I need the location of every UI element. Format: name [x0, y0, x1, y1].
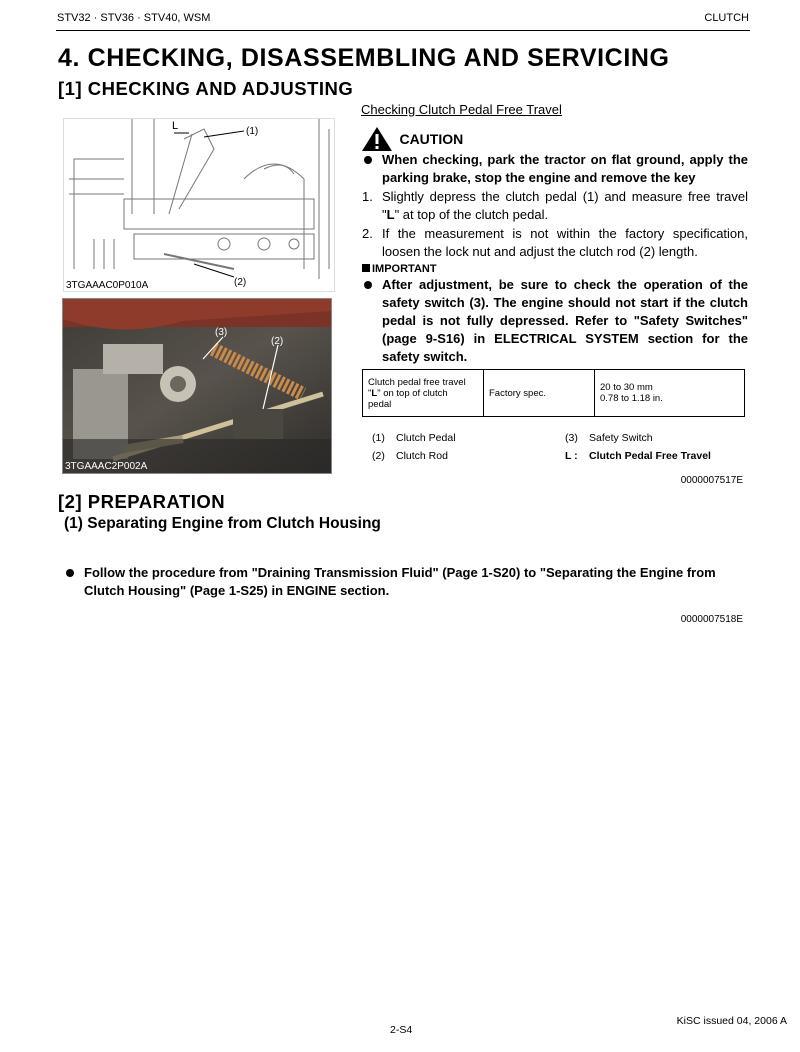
legend-key: (3) — [565, 432, 578, 444]
important-square-icon — [362, 264, 370, 272]
figure-clutch-pedal-drawing — [63, 118, 335, 292]
issued-note: KiSC issued 04, 2006 A — [676, 1015, 787, 1027]
legend-text: Clutch Pedal — [396, 432, 456, 444]
bullet-icon — [364, 156, 372, 164]
spec-table — [362, 369, 745, 417]
procedure-title: Checking Clutch Pedal Free Travel — [361, 102, 562, 117]
subsection-heading-checking: [1] CHECKING AND ADJUSTING — [58, 78, 354, 99]
legend-key: L : — [565, 450, 578, 462]
spec-type-cell: Factory spec. — [484, 370, 595, 417]
subsection-heading-preparation: [2] PREPARATION — [58, 491, 226, 512]
spec-item-line2-rest: " on top of clutch — [377, 387, 448, 399]
legend-item — [565, 432, 653, 444]
page-number: 2-S4 — [390, 1024, 413, 1036]
step-2-line1: If the measurement is not within the factory specification, — [382, 226, 748, 241]
step-1-line1: Slightly depress the clutch pedal (1) and measure free travel — [382, 189, 748, 204]
spec-item-line3: pedal — [368, 398, 392, 410]
figure2-callout-rod: (2) — [271, 336, 284, 347]
warning-triangle-icon — [361, 126, 393, 152]
legend-text: Clutch Pedal Free Travel — [589, 450, 711, 462]
header-rule — [56, 30, 750, 31]
sub-heading-separating: (1) Separating Engine from Clutch Housing — [64, 515, 381, 532]
step-1-quote-open: " — [382, 207, 387, 222]
step-1-line2 — [382, 206, 748, 224]
important-line: safety switch. — [382, 349, 468, 364]
figure1-code: 3TGAAAC0P010A — [66, 280, 149, 291]
bullet-icon — [66, 569, 74, 577]
important-line: safety switch (3). The engine should not start if the clutch — [382, 295, 748, 310]
header-models: STV32 · STV36 · STV40, WSM — [57, 12, 211, 24]
header-section: CLUTCH — [704, 12, 749, 24]
important-line: pedal is not fully depressed. Refer to "Safety Switches" — [382, 313, 748, 328]
spec-value-in: 0.78 to 1.18 in. — [600, 393, 663, 404]
important-item — [362, 276, 748, 366]
figure-safety-switch-photo — [62, 298, 332, 474]
step-1 — [362, 188, 748, 224]
legend-key: (1) — [372, 432, 385, 444]
doc-code-2: 0000007518E — [680, 614, 743, 625]
legend-item — [565, 450, 711, 462]
spec-item-line2 — [368, 388, 478, 399]
legend-key: (2) — [372, 450, 385, 462]
important-label: IMPORTANT — [372, 263, 437, 275]
step-2-line2: loosen the lock nut and adjust the clutch rod (2) length. — [382, 244, 698, 259]
caution-item — [362, 151, 748, 187]
step-1-line2-rest: " at top of the clutch pedal. — [394, 207, 549, 222]
figure1-callout-rod: (2) — [234, 277, 247, 288]
figure2-callout-switch: (3) — [215, 327, 228, 338]
figure2-code: 3TGAAAC2P002A — [65, 461, 148, 472]
step-2-number: 2. — [362, 226, 373, 241]
spec-value-cell — [595, 370, 745, 417]
caution-block — [361, 126, 463, 152]
bullet-icon — [364, 281, 372, 289]
spec-item-line1: Clutch pedal free travel — [368, 376, 466, 388]
preparation-item — [64, 564, 754, 600]
legend-text: Safety Switch — [589, 432, 653, 444]
preparation-line2: Clutch Housing" (Page 1-S25) in ENGINE section. — [84, 583, 390, 598]
step-2 — [362, 225, 748, 261]
clutch-pedal-drawing — [64, 119, 334, 291]
important-block — [362, 263, 437, 275]
safety-switch-photo — [63, 299, 331, 473]
step-1-L: L — [386, 207, 395, 222]
caution-text: When checking, park the tractor on flat ground, apply the parking brake, stop the engine and remove the key — [382, 152, 748, 185]
important-line: (page 9-S16) in ELECTRICAL SYSTEM section for the — [382, 331, 748, 346]
preparation-line1: Follow the procedure from "Draining Transmission Fluid" (Page 1-S20) to "Separating the Engine from — [84, 565, 716, 580]
figure1-callout-pedal: (1) — [246, 126, 259, 137]
legend-item — [372, 432, 456, 444]
spec-quote-open: " — [368, 387, 372, 399]
legend-text: Clutch Rod — [396, 450, 448, 462]
legend-item — [372, 450, 448, 462]
important-line: After adjustment, be sure to check the operation of the — [382, 277, 748, 292]
step-1-number: 1. — [362, 189, 373, 204]
spec-item-cell — [363, 370, 484, 417]
doc-code-1: 0000007517E — [680, 475, 743, 486]
spec-L: L — [371, 387, 378, 399]
figure1-callout-L: L — [172, 120, 179, 132]
page-title: 4. CHECKING, DISASSEMBLING AND SERVICING — [58, 44, 670, 72]
spec-value-mm: 20 to 30 mm — [600, 382, 653, 393]
caution-label: CAUTION — [399, 131, 464, 147]
